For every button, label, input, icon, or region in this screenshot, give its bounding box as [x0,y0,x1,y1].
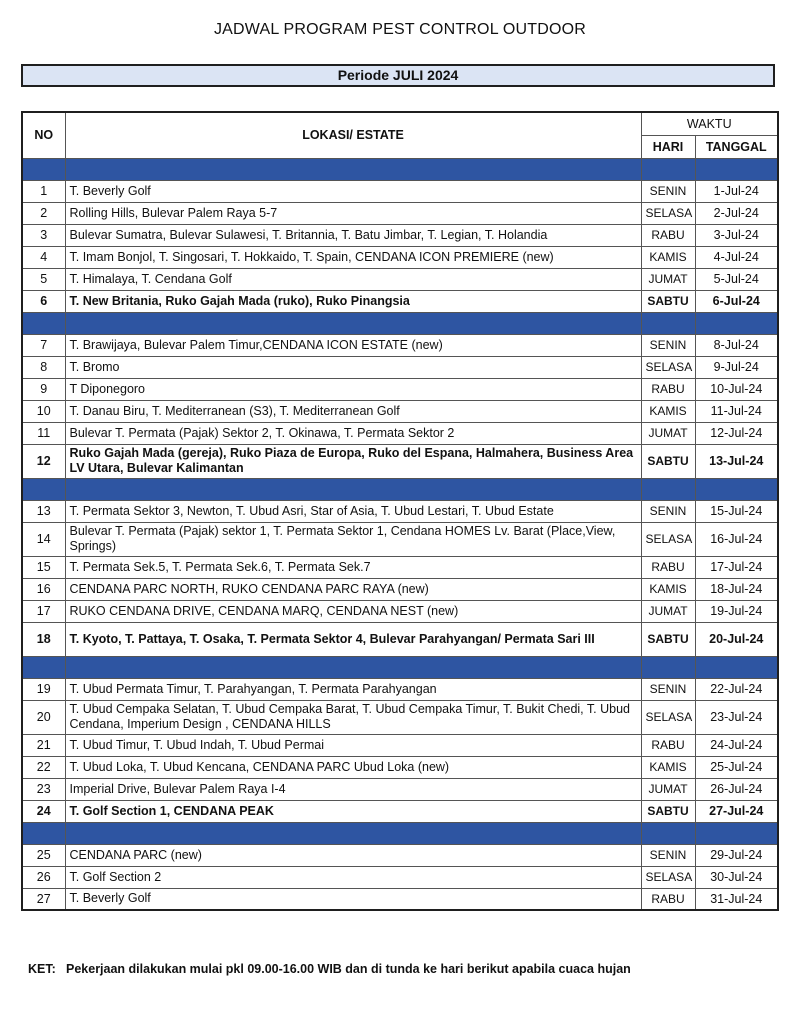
footnote [28,962,631,976]
header-hari: HARI [641,135,695,158]
row-hari: KAMIS [641,400,695,422]
separator-cell [22,478,65,500]
row-no: 17 [22,600,65,622]
row-hari: SABTU [641,290,695,312]
row-lokasi: Bulevar Sumatra, Bulevar Sulawesi, T. Britannia, T. Batu Jimbar, T. Legian, T. Holandia [65,224,641,246]
row-no: 26 [22,866,65,888]
row-tanggal: 22-Jul-24 [695,678,778,700]
table-row [22,246,778,268]
row-hari: SELASA [641,866,695,888]
table-row [22,268,778,290]
row-tanggal: 26-Jul-24 [695,778,778,800]
separator-cell [22,312,65,334]
row-lokasi: Rolling Hills, Bulevar Palem Raya 5-7 [65,202,641,224]
row-lokasi: T. Golf Section 2 [65,866,641,888]
separator-cell [22,656,65,678]
table-row [22,444,778,478]
row-lokasi: CENDANA PARC (new) [65,844,641,866]
table-row [22,866,778,888]
separator-cell [641,822,695,844]
row-lokasi: T. Danau Biru, T. Mediterranean (S3), T. Mediterranean Golf [65,400,641,422]
row-tanggal: 18-Jul-24 [695,578,778,600]
separator-cell [65,312,641,334]
row-no: 23 [22,778,65,800]
row-tanggal: 17-Jul-24 [695,556,778,578]
table-row [22,888,778,910]
separator-cell [22,822,65,844]
week-separator [22,478,778,500]
schedule-body [22,158,778,910]
row-tanggal: 24-Jul-24 [695,734,778,756]
week-separator [22,158,778,180]
row-hari: JUMAT [641,600,695,622]
row-no: 16 [22,578,65,600]
page-title: JADWAL PROGRAM PEST CONTROL OUTDOOR [213,21,587,38]
row-no: 8 [22,356,65,378]
separator-cell [65,822,641,844]
separator-cell [695,822,778,844]
table-row [22,500,778,522]
row-no: 21 [22,734,65,756]
separator-cell [641,478,695,500]
row-hari: SENIN [641,678,695,700]
separator-cell [641,312,695,334]
row-lokasi: T. Beverly Golf [65,180,641,202]
row-lokasi: T. Ubud Loka, T. Ubud Kencana, CENDANA PARC Ubud Loka (new) [65,756,641,778]
header-waktu: WAKTU [641,112,778,135]
row-tanggal: 3-Jul-24 [695,224,778,246]
separator-cell [65,656,641,678]
row-hari: SELASA [641,522,695,556]
table-row [22,522,778,556]
row-hari: RABU [641,556,695,578]
row-tanggal: 15-Jul-24 [695,500,778,522]
row-no: 1 [22,180,65,202]
table-row [22,678,778,700]
row-tanggal: 6-Jul-24 [695,290,778,312]
row-no: 24 [22,800,65,822]
header-lokasi: LOKASI/ ESTATE [65,112,641,158]
table-row [22,700,778,734]
row-no: 25 [22,844,65,866]
row-no: 19 [22,678,65,700]
row-no: 7 [22,334,65,356]
row-tanggal: 31-Jul-24 [695,888,778,910]
row-tanggal: 4-Jul-24 [695,246,778,268]
row-lokasi: Imperial Drive, Bulevar Palem Raya I-4 [65,778,641,800]
row-lokasi: T. Permata Sek.5, T. Permata Sek.6, T. Permata Sek.7 [65,556,641,578]
row-no: 9 [22,378,65,400]
separator-cell [695,158,778,180]
header-no: NO [22,112,65,158]
row-lokasi: T. Brawijaya, Bulevar Palem Timur,CENDANA ICON ESTATE (new) [65,334,641,356]
row-tanggal: 2-Jul-24 [695,202,778,224]
row-tanggal: 19-Jul-24 [695,600,778,622]
row-tanggal: 27-Jul-24 [695,800,778,822]
row-hari: SABTU [641,444,695,478]
row-hari: SENIN [641,844,695,866]
row-lokasi: T. Bromo [65,356,641,378]
row-no: 2 [22,202,65,224]
table-row [22,400,778,422]
row-hari: KAMIS [641,246,695,268]
row-tanggal: 1-Jul-24 [695,180,778,202]
row-hari: SENIN [641,180,695,202]
row-lokasi: T. Ubud Cempaka Selatan, T. Ubud Cempaka Barat, T. Ubud Cempaka Timur, T. Bukit Chedi, T. Ubud Cendana, Imperium Design , CENDANA HILLS [65,700,641,734]
separator-cell [22,158,65,180]
row-hari: JUMAT [641,268,695,290]
row-lokasi: T. Himalaya, T. Cendana Golf [65,268,641,290]
table-row [22,378,778,400]
row-lokasi: T. Imam Bonjol, T. Singosari, T. Hokkaido, T. Spain, CENDANA ICON PREMIERE (new) [65,246,641,268]
table-row [22,800,778,822]
row-lokasi: RUKO CENDANA DRIVE, CENDANA MARQ, CENDANA NEST (new) [65,600,641,622]
row-hari: KAMIS [641,578,695,600]
row-tanggal: 5-Jul-24 [695,268,778,290]
row-hari: SENIN [641,500,695,522]
row-no: 22 [22,756,65,778]
row-no: 13 [22,500,65,522]
row-hari: KAMIS [641,756,695,778]
row-lokasi: T. Beverly Golf [65,888,641,910]
row-lokasi: T Diponegoro [65,378,641,400]
row-tanggal: 11-Jul-24 [695,400,778,422]
row-tanggal: 16-Jul-24 [695,522,778,556]
table-row [22,844,778,866]
row-tanggal: 23-Jul-24 [695,700,778,734]
row-no: 18 [22,622,65,656]
table-row [22,290,778,312]
week-separator [22,656,778,678]
row-no: 4 [22,246,65,268]
week-separator [22,312,778,334]
row-tanggal: 20-Jul-24 [695,622,778,656]
row-hari: SABTU [641,622,695,656]
separator-cell [641,158,695,180]
table-row [22,756,778,778]
row-hari: SELASA [641,356,695,378]
separator-cell [695,312,778,334]
separator-cell [695,478,778,500]
row-no: 14 [22,522,65,556]
row-no: 12 [22,444,65,478]
row-no: 3 [22,224,65,246]
row-no: 6 [22,290,65,312]
table-row [22,202,778,224]
row-lokasi: T. Kyoto, T. Pattaya, T. Osaka, T. Permata Sektor 4, Bulevar Parahyangan/ Permata Sari III [65,622,641,656]
row-tanggal: 30-Jul-24 [695,866,778,888]
row-no: 15 [22,556,65,578]
row-hari: JUMAT [641,422,695,444]
footnote-text: Pekerjaan dilakukan mulai pkl 09.00-16.00 WIB dan di tunda ke hari berikut apabila cuaca hujan [66,962,631,976]
row-hari: JUMAT [641,778,695,800]
row-lokasi: Bulevar T. Permata (Pajak) sektor 1, T. Permata Sektor 1, Cendana HOMES Lv. Barat (Place,View, Springs) [65,522,641,556]
row-lokasi: T. Golf Section 1, CENDANA PEAK [65,800,641,822]
row-lokasi: Ruko Gajah Mada (gereja), Ruko Piaza de Europa, Ruko del Espana, Halmahera, Business Area LV Utara, Bulevar Kalimantan [65,444,641,478]
row-hari: RABU [641,734,695,756]
row-tanggal: 8-Jul-24 [695,334,778,356]
table-row [22,556,778,578]
table-row [22,778,778,800]
row-hari: SABTU [641,800,695,822]
row-lokasi: Bulevar T. Permata (Pajak) Sektor 2, T. Okinawa, T. Permata Sektor 2 [65,422,641,444]
row-tanggal: 29-Jul-24 [695,844,778,866]
row-hari: RABU [641,378,695,400]
row-hari: SELASA [641,700,695,734]
table-row [22,734,778,756]
table-row [22,600,778,622]
row-tanggal: 10-Jul-24 [695,378,778,400]
periode-banner: Periode JULI 2024 [21,64,775,87]
separator-cell [65,158,641,180]
table-row [22,422,778,444]
row-lokasi: T. New Britania, Ruko Gajah Mada (ruko), Ruko Pinangsia [65,290,641,312]
row-hari: SENIN [641,334,695,356]
row-lokasi: T. Permata Sektor 3, Newton, T. Ubud Asri, Star of Asia, T. Ubud Lestari, T. Ubud Estate [65,500,641,522]
row-tanggal: 12-Jul-24 [695,422,778,444]
row-no: 20 [22,700,65,734]
table-row [22,578,778,600]
table-row [22,224,778,246]
table-row [22,334,778,356]
separator-cell [695,656,778,678]
row-hari: RABU [641,888,695,910]
row-no: 27 [22,888,65,910]
table-row [22,356,778,378]
row-no: 5 [22,268,65,290]
row-lokasi: T. Ubud Timur, T. Ubud Indah, T. Ubud Permai [65,734,641,756]
table-row [22,622,778,656]
row-no: 10 [22,400,65,422]
separator-cell [65,478,641,500]
row-lokasi: CENDANA PARC NORTH, RUKO CENDANA PARC RAYA (new) [65,578,641,600]
row-tanggal: 9-Jul-24 [695,356,778,378]
schedule-table [21,111,779,911]
week-separator [22,822,778,844]
row-tanggal: 13-Jul-24 [695,444,778,478]
row-hari: RABU [641,224,695,246]
row-lokasi: T. Ubud Permata Timur, T. Parahyangan, T. Permata Parahyangan [65,678,641,700]
row-tanggal: 25-Jul-24 [695,756,778,778]
row-no: 11 [22,422,65,444]
row-hari: SELASA [641,202,695,224]
separator-cell [641,656,695,678]
header-tanggal: TANGGAL [695,135,778,158]
footnote-label: KET: [28,962,56,976]
table-row [22,180,778,202]
